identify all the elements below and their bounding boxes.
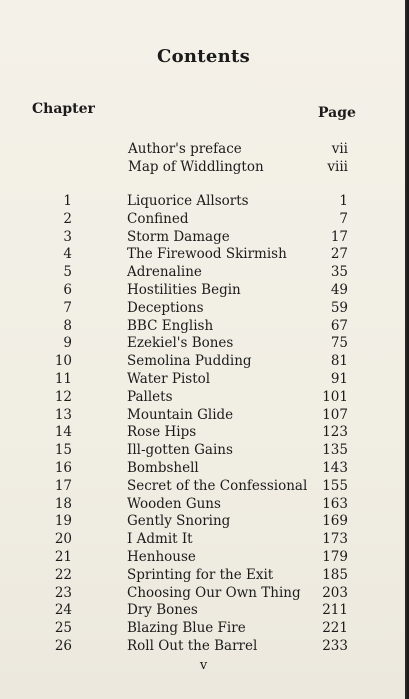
page-title: Contents bbox=[156, 46, 251, 67]
chapter-title: BBC English bbox=[127, 317, 214, 334]
prelim-title: Author's preface bbox=[128, 141, 242, 157]
chapter-page: 211 bbox=[322, 602, 348, 619]
chapter-entry bbox=[0, 531, 407, 549]
chapter-number: 22 bbox=[54, 566, 72, 583]
chapter-title: I Admit It bbox=[127, 531, 193, 548]
chapter-title: Liquorice Allsorts bbox=[127, 193, 249, 209]
chapter-entry bbox=[0, 211, 407, 229]
chapter-page: 179 bbox=[322, 548, 348, 565]
chapter-entry bbox=[0, 513, 407, 531]
chapter-entry bbox=[0, 193, 407, 211]
chapter-number: 21 bbox=[54, 548, 72, 565]
chapter-number: 2 bbox=[63, 210, 72, 227]
chapter-entry bbox=[0, 478, 407, 496]
chapter-page: 173 bbox=[322, 531, 348, 548]
chapter-number: 4 bbox=[63, 246, 72, 263]
chapter-number: 13 bbox=[54, 406, 72, 423]
chapter-number: 5 bbox=[63, 264, 72, 281]
prelim-page: vii bbox=[331, 141, 348, 157]
chapter-title: Henhouse bbox=[127, 548, 196, 565]
chapter-page: 123 bbox=[322, 424, 348, 441]
contents-list bbox=[0, 193, 407, 656]
chapter-entry bbox=[0, 389, 407, 407]
chapter-title: Roll Out the Barrel bbox=[127, 637, 258, 654]
chapter-title: Wooden Guns bbox=[127, 495, 221, 512]
prelim-title: Map of Widdlington bbox=[128, 159, 264, 175]
chapter-entry bbox=[0, 585, 407, 603]
chapter-entry bbox=[0, 246, 407, 264]
chapter-entry bbox=[0, 496, 407, 514]
chapter-title: Deceptions bbox=[127, 299, 204, 316]
chapter-title: Storm Damage bbox=[127, 228, 230, 245]
chapter-entry bbox=[0, 264, 407, 282]
chapter-title: Pallets bbox=[127, 388, 173, 405]
chapter-title: Ezekiel's Bones bbox=[127, 335, 234, 352]
chapter-page: 7 bbox=[339, 210, 348, 227]
chapter-page: 143 bbox=[322, 459, 348, 476]
chapter-number: 10 bbox=[54, 353, 72, 370]
page-number: v bbox=[199, 658, 208, 673]
chapter-entry bbox=[0, 460, 407, 478]
chapter-page: 155 bbox=[322, 477, 348, 494]
chapter-title: The Firewood Skirmish bbox=[127, 246, 287, 263]
chapter-number: 25 bbox=[54, 620, 72, 637]
chapter-number: 6 bbox=[63, 281, 72, 298]
chapter-page: 35 bbox=[330, 264, 348, 281]
chapter-number: 3 bbox=[63, 228, 72, 245]
chapter-number: 20 bbox=[54, 531, 72, 548]
chapter-entry bbox=[0, 335, 407, 353]
chapter-title: Mountain Glide bbox=[127, 406, 234, 423]
chapter-page: 67 bbox=[330, 317, 348, 334]
prelim-entry bbox=[0, 141, 407, 159]
chapter-entry bbox=[0, 549, 407, 567]
chapter-number: 24 bbox=[54, 602, 72, 619]
chapter-page: 185 bbox=[322, 566, 348, 583]
chapter-title: Choosing Our Own Thing bbox=[127, 584, 301, 601]
chapter-entry bbox=[0, 229, 407, 247]
chapter-page: 49 bbox=[330, 281, 348, 298]
chapter-title: Ill-gotten Gains bbox=[127, 442, 233, 459]
chapter-entry bbox=[0, 442, 407, 460]
chapter-page: 59 bbox=[330, 299, 348, 316]
chapter-number: 18 bbox=[54, 495, 72, 512]
prelim-entry bbox=[0, 159, 407, 177]
chapter-number: 17 bbox=[54, 477, 72, 494]
chapter-entry bbox=[0, 371, 407, 389]
page-edge bbox=[405, 0, 407, 699]
chapter-entry bbox=[0, 424, 407, 442]
chapter-title: Semolina Pudding bbox=[127, 353, 252, 370]
chapter-number: 26 bbox=[54, 637, 72, 654]
chapter-page: 27 bbox=[330, 246, 348, 263]
chapter-page: 221 bbox=[322, 620, 348, 637]
chapter-page: 1 bbox=[339, 193, 348, 209]
chapter-entry bbox=[0, 282, 407, 300]
chapter-title: Hostilities Begin bbox=[127, 281, 241, 298]
chapter-page: 163 bbox=[322, 495, 348, 512]
chapter-page: 107 bbox=[322, 406, 348, 423]
chapter-entry bbox=[0, 353, 407, 371]
chapter-entry bbox=[0, 602, 407, 620]
chapter-title: Gently Snoring bbox=[127, 513, 231, 530]
chapter-title: Secret of the Confessional bbox=[127, 477, 308, 494]
chapter-number: 14 bbox=[54, 424, 72, 441]
chapter-column-header: Chapter bbox=[32, 101, 95, 117]
chapter-page: 203 bbox=[322, 584, 348, 601]
chapter-title: Confined bbox=[127, 210, 189, 227]
chapter-page: 233 bbox=[322, 637, 348, 654]
chapter-page: 75 bbox=[330, 335, 348, 352]
chapter-number: 9 bbox=[63, 335, 72, 352]
chapter-entry bbox=[0, 318, 407, 336]
chapter-page: 169 bbox=[322, 513, 348, 530]
prelim-page: viii bbox=[327, 159, 348, 175]
chapter-number: 1 bbox=[63, 193, 72, 209]
chapter-title: Dry Bones bbox=[127, 602, 198, 619]
chapter-page: 17 bbox=[330, 228, 348, 245]
chapter-title: Bombshell bbox=[127, 459, 199, 476]
chapter-entry bbox=[0, 638, 407, 656]
chapter-number: 11 bbox=[54, 370, 72, 387]
chapter-title: Sprinting for the Exit bbox=[127, 566, 274, 583]
chapter-page: 101 bbox=[322, 388, 348, 405]
chapter-page: 91 bbox=[330, 370, 348, 387]
chapter-number: 23 bbox=[54, 584, 72, 601]
chapter-number: 7 bbox=[63, 299, 72, 316]
chapter-page: 81 bbox=[330, 353, 348, 370]
chapter-entry bbox=[0, 567, 407, 585]
chapter-title: Rose Hips bbox=[127, 424, 197, 441]
chapter-number: 12 bbox=[54, 388, 72, 405]
chapter-entry bbox=[0, 300, 407, 318]
chapter-page: 135 bbox=[322, 442, 348, 459]
chapter-title: Water Pistol bbox=[127, 370, 211, 387]
chapter-number: 16 bbox=[54, 459, 72, 476]
chapter-entry bbox=[0, 407, 407, 425]
chapter-entry bbox=[0, 620, 407, 638]
chapter-title: Blazing Blue Fire bbox=[127, 620, 246, 637]
page-column-header: Page bbox=[318, 105, 356, 121]
chapter-number: 15 bbox=[54, 442, 72, 459]
chapter-number: 8 bbox=[63, 317, 72, 334]
chapter-number: 19 bbox=[54, 513, 72, 530]
chapter-title: Adrenaline bbox=[127, 264, 202, 281]
